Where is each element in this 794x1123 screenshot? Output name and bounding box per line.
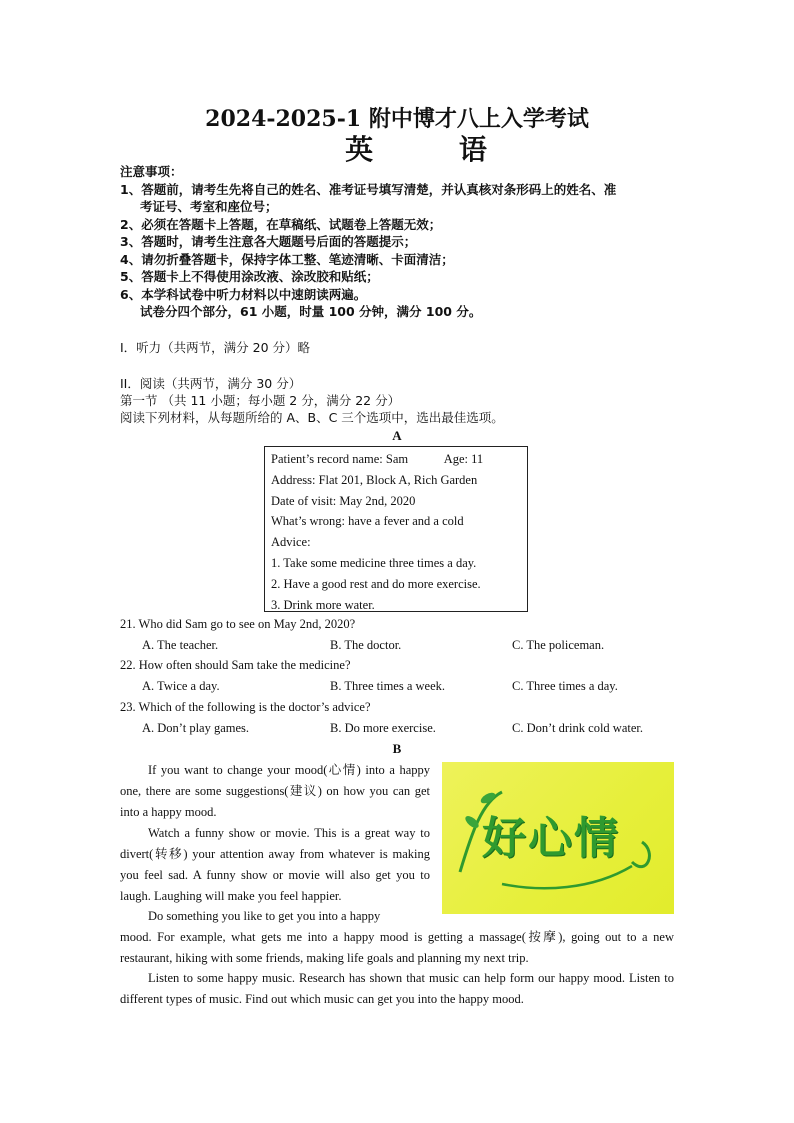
section-listening: I．听力（共两节，满分 20 分）略 [120,340,311,355]
q23-option-c: C. Don’t drink cold water. [512,721,643,735]
question-21: 21. Who did Sam go to see on May 2nd, 2020? [120,617,356,631]
subject-title: 英 语 [345,133,525,166]
note-item: 5、答题卡上不得使用涂改液、涂改胶和贴纸； [120,269,379,284]
question-22: 22. How often should Sam take the medicine? [120,658,351,672]
record-advice-3: 3. Drink more water. [271,597,375,612]
notes-block [120,163,680,321]
q22-option-a: A. Twice a day. [142,679,220,693]
record-advice-label: Advice: [271,535,311,550]
patient-record-box [264,446,528,612]
question-23: 23. Which of the following is the doctor’s advice? [120,700,371,714]
note-item: 考证号、考室和座位号； [140,199,278,214]
section-reading-part: 第一节 （共 11 小题；每小题 2 分，满分 22 分） [120,393,401,408]
passage-b-paragraph-1: If you want to change your mood(心情) into a happy one, there are some suggestions(建议) on how you can get into a happy mood. [120,763,430,819]
q23-option-b: B. Do more exercise. [330,721,436,735]
record-wrong: What’s wrong: have a fever and a cold [271,514,464,529]
note-item: 1、答题前，请考生先将自己的姓名、准考证号填写清楚，并认真核对条形码上的姓名、准 [120,181,617,197]
q21-option-b: B. The doctor. [330,638,402,652]
note-item: 6、本学科试卷中听力材料以中速朗读两遍。 [120,286,367,302]
note-item: 4、请勿折叠答题卡，保持字体工整、笔迹清晰、卡面清洁； [120,251,454,267]
note-item: 3、答题时，请考生注意各大题题号后面的答题提示； [120,234,417,249]
passage-b-letter: B [392,741,402,756]
section-reading-title: II．阅读（共两节，满分 30 分） [120,376,302,391]
record-advice-1: 1. Take some medicine three times a day. [271,555,477,570]
note-item: 试卷分四个部分，61 小题，时量 100 分钟，满分 100 分。 [140,304,482,319]
record-name-line [271,449,521,470]
record-name: Patient’s record name: Sam [271,452,409,466]
q22-option-c: C. Three times a day. [512,679,618,693]
good-mood-image [442,762,674,914]
q23-option-a: A. Don’t play games. [142,721,250,735]
record-advice-2: 2. Have a good rest and do more exercise. [271,576,481,591]
record-date: Date of visit: May 2nd, 2020 [271,493,416,508]
exam-title: 2024-2025-1 附中博才八上入学考试 [205,106,589,132]
notes-heading: 注意事项： [120,164,183,179]
passage-b-paragraph-4: Listen to some happy music. Research has shown that music can help form our happy mood. Listen to different types of music. Find out which music can get you into the happy mood. [120,971,674,1006]
record-address: Address: Flat 201, Block A, Rich Garden [271,472,478,487]
passage-a-letter: A [392,428,402,443]
image-caption-text: 好心情 [482,813,620,864]
q22-option-b: B. Three times a week. [330,679,446,693]
section-reading-instruction: 阅读下列材料，从每题所给的 A、B、C 三个选项中，选出最佳选项。 [120,410,504,425]
passage-b-paragraph-2: Watch a funny show or movie. This is a great way to divert(转移) your attention away from whatever is making you feel sad. A funny show or movie will also get you to laugh. Laughing will make you feel happier. [120,826,430,903]
q21-option-a: A. The teacher. [142,638,219,652]
note-item: 2、必须在答题卡上答题，在草稿纸、试题卷上答题无效； [120,216,442,232]
passage-b-paragraph-3b: mood. For example, what gets me into a happy mood is getting a massage(按摩), going out to a new restaurant, hiking with some friends, making life goals and planning my next trip. [120,930,674,965]
record-age: Age: 11 [443,452,484,466]
q21-option-c: C. The policeman. [512,638,605,652]
passage-b-paragraph-3a: Do something you like to get you into a happy [148,909,381,923]
